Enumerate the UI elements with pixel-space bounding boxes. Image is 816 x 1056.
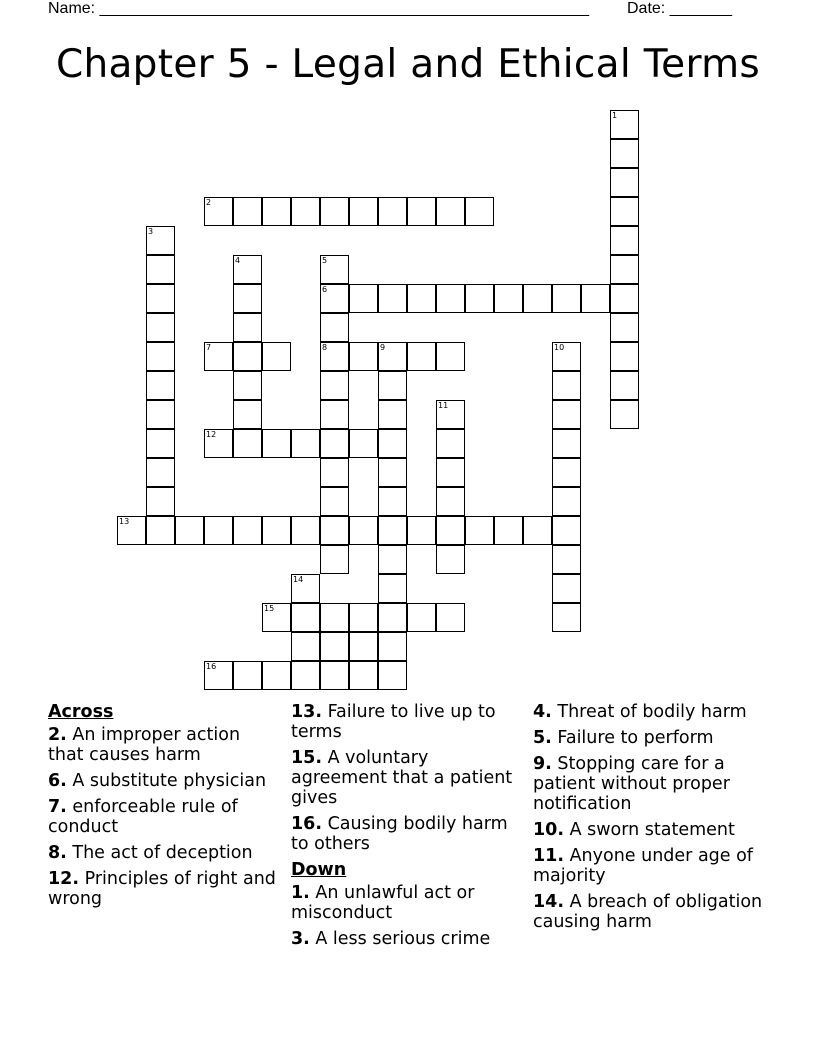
- grid-cell[interactable]: [552, 371, 581, 400]
- across-clue-8: [48, 843, 280, 863]
- grid-cell[interactable]: [320, 197, 349, 226]
- grid-cell[interactable]: [349, 632, 378, 661]
- across-clue-7: [48, 797, 280, 837]
- clue-text: The act of deception: [66, 843, 253, 863]
- grid-cell[interactable]: [320, 371, 349, 400]
- clue-text: Stopping care for a patient without proper notification: [533, 754, 730, 814]
- grid-cell[interactable]: [349, 603, 378, 632]
- grid-cell[interactable]: [146, 226, 175, 255]
- grid-cell[interactable]: [320, 400, 349, 429]
- clue-text: An unlawful act or misconduct: [291, 883, 475, 923]
- grid-cell[interactable]: [320, 342, 349, 371]
- across-clue-12: [48, 869, 280, 909]
- grid-cell[interactable]: [349, 342, 378, 371]
- clue-number: 3.: [291, 929, 310, 949]
- grid-cell[interactable]: [233, 313, 262, 342]
- clue-text: Failure to live up to terms: [291, 702, 496, 742]
- grid-cell[interactable]: [349, 284, 378, 313]
- grid-cell[interactable]: [320, 545, 349, 574]
- grid-cell[interactable]: [610, 110, 639, 139]
- grid-cell[interactable]: [523, 284, 552, 313]
- grid-cell[interactable]: [465, 284, 494, 313]
- grid-cell[interactable]: [146, 313, 175, 342]
- grid-cell[interactable]: [552, 284, 581, 313]
- down-clue-10: [533, 820, 773, 840]
- grid-cell[interactable]: [436, 400, 465, 429]
- clues-column-1: [48, 702, 280, 915]
- cell-number: 11: [438, 401, 449, 410]
- grid-cell[interactable]: [233, 255, 262, 284]
- grid-cell[interactable]: [378, 545, 407, 574]
- grid-cell[interactable]: [407, 603, 436, 632]
- down-clue-1: [291, 883, 523, 923]
- grid-cell[interactable]: [233, 661, 262, 690]
- grid-cell[interactable]: [117, 516, 146, 545]
- grid-cell[interactable]: [552, 342, 581, 371]
- page-title: Chapter 5 - Legal and Ethical Terms: [55, 42, 761, 87]
- clue-number: 9.: [533, 754, 552, 774]
- clue-text: An improper action that causes harm: [48, 725, 241, 765]
- grid-cell[interactable]: [349, 197, 378, 226]
- grid-cell[interactable]: [610, 139, 639, 168]
- grid-cell[interactable]: [407, 284, 436, 313]
- clue-number: 14.: [533, 892, 565, 912]
- grid-cell[interactable]: [146, 284, 175, 313]
- down-clue-4: [533, 702, 773, 722]
- grid-cell[interactable]: [349, 661, 378, 690]
- grid-cell[interactable]: [320, 284, 349, 313]
- grid-cell[interactable]: [204, 429, 233, 458]
- grid-cell[interactable]: [291, 197, 320, 226]
- clue-number: 8.: [48, 843, 67, 863]
- cell-number: 7: [206, 343, 212, 352]
- clue-number: 6.: [48, 771, 67, 791]
- clue-number: 1.: [291, 883, 310, 903]
- date-field[interactable]: Date: _______: [627, 0, 732, 17]
- grid-cell[interactable]: [378, 342, 407, 371]
- cell-number: 12: [206, 430, 217, 439]
- grid-cell[interactable]: [291, 429, 320, 458]
- grid-cell[interactable]: [146, 429, 175, 458]
- grid-cell[interactable]: [233, 429, 262, 458]
- grid-cell[interactable]: [233, 197, 262, 226]
- cell-number: 10: [554, 343, 565, 352]
- grid-cell[interactable]: [494, 516, 523, 545]
- grid-cell[interactable]: [465, 197, 494, 226]
- clue-text: A voluntary agreement that a patient gives: [291, 748, 513, 808]
- grid-cell[interactable]: [610, 284, 639, 313]
- grid-cell[interactable]: [407, 342, 436, 371]
- grid-cell[interactable]: [233, 342, 262, 371]
- clue-text: Failure to perform: [551, 728, 714, 748]
- grid-cell[interactable]: [494, 284, 523, 313]
- cell-number: 13: [119, 517, 130, 526]
- grid-cell[interactable]: [320, 603, 349, 632]
- grid-cell[interactable]: [204, 661, 233, 690]
- grid-cell[interactable]: [233, 284, 262, 313]
- grid-cell[interactable]: [320, 255, 349, 284]
- grid-cell[interactable]: [146, 516, 175, 545]
- grid-cell[interactable]: [233, 400, 262, 429]
- grid-cell[interactable]: [146, 342, 175, 371]
- cell-number: 14: [293, 575, 304, 584]
- down-clue-11: [533, 846, 773, 886]
- cell-number: 9: [380, 343, 386, 352]
- grid-cell[interactable]: [291, 516, 320, 545]
- grid-cell[interactable]: [552, 458, 581, 487]
- grid-cell[interactable]: [204, 516, 233, 545]
- clue-number: 15.: [291, 748, 323, 768]
- grid-cell[interactable]: [262, 342, 291, 371]
- grid-cell[interactable]: [291, 574, 320, 603]
- grid-cell[interactable]: [204, 342, 233, 371]
- clue-number: 11.: [533, 846, 565, 866]
- clue-number: 10.: [533, 820, 565, 840]
- cell-number: 6: [322, 285, 328, 294]
- cell-number: 8: [322, 343, 328, 352]
- grid-cell[interactable]: [233, 516, 262, 545]
- grid-cell[interactable]: [262, 429, 291, 458]
- clue-number: 16.: [291, 814, 323, 834]
- grid-cell[interactable]: [581, 284, 610, 313]
- grid-cell[interactable]: [378, 516, 407, 545]
- grid-cell[interactable]: [610, 197, 639, 226]
- grid-cell[interactable]: [320, 458, 349, 487]
- grid-cell[interactable]: [320, 516, 349, 545]
- grid-cell[interactable]: [146, 458, 175, 487]
- clue-text: A sworn statement: [564, 820, 735, 840]
- grid-cell[interactable]: [610, 255, 639, 284]
- grid-cell[interactable]: [610, 400, 639, 429]
- cell-number: 1: [612, 111, 618, 120]
- grid-cell[interactable]: [610, 371, 639, 400]
- grid-cell[interactable]: [378, 632, 407, 661]
- clue-number: 4.: [533, 702, 552, 722]
- cell-number: 4: [235, 256, 241, 265]
- grid-cell[interactable]: [552, 429, 581, 458]
- grid-cell[interactable]: [552, 516, 581, 545]
- clue-number: 7.: [48, 797, 67, 817]
- grid-cell[interactable]: [378, 429, 407, 458]
- grid-cell[interactable]: [320, 429, 349, 458]
- grid-cell[interactable]: [552, 487, 581, 516]
- grid-cell[interactable]: [436, 516, 465, 545]
- grid-cell[interactable]: [436, 197, 465, 226]
- grid-cell[interactable]: [523, 516, 552, 545]
- cell-number: 5: [322, 256, 328, 265]
- grid-cell[interactable]: [407, 516, 436, 545]
- grid-cell[interactable]: [378, 661, 407, 690]
- grid-cell[interactable]: [146, 487, 175, 516]
- grid-cell[interactable]: [378, 574, 407, 603]
- grid-cell[interactable]: [262, 516, 291, 545]
- clue-number: 12.: [48, 869, 80, 889]
- across-clue-13: [291, 702, 523, 742]
- grid-cell[interactable]: [146, 255, 175, 284]
- down-clue-3: [291, 929, 523, 949]
- grid-cell[interactable]: [436, 284, 465, 313]
- grid-cell[interactable]: [291, 603, 320, 632]
- grid-cell[interactable]: [204, 197, 233, 226]
- clue-text: Threat of bodily harm: [551, 702, 747, 722]
- grid-cell[interactable]: [407, 197, 436, 226]
- grid-cell[interactable]: [465, 516, 494, 545]
- down-clue-14: [533, 892, 773, 932]
- grid-cell[interactable]: [378, 603, 407, 632]
- across-clue-15: [291, 748, 523, 808]
- down-heading: Down: [291, 860, 347, 880]
- clue-text: enforceable rule of conduct: [48, 797, 238, 837]
- grid-cell[interactable]: [262, 603, 291, 632]
- cell-number: 16: [206, 662, 217, 671]
- grid-cell[interactable]: [378, 487, 407, 516]
- grid-cell[interactable]: [378, 371, 407, 400]
- grid-cell[interactable]: [291, 632, 320, 661]
- down-clue-5: [533, 728, 773, 748]
- clue-text: Principles of right and wrong: [48, 869, 276, 909]
- cell-number: 3: [148, 227, 154, 236]
- grid-cell[interactable]: [378, 458, 407, 487]
- clues-column-3: [533, 702, 773, 938]
- grid-cell[interactable]: [552, 545, 581, 574]
- grid-cell[interactable]: [320, 313, 349, 342]
- across-clue-16: [291, 814, 523, 854]
- grid-cell[interactable]: [552, 574, 581, 603]
- grid-cell[interactable]: [610, 226, 639, 255]
- clue-text: A breach of obligation causing harm: [533, 892, 763, 932]
- grid-cell[interactable]: [552, 603, 581, 632]
- cell-number: 2: [206, 198, 212, 207]
- grid-cell[interactable]: [320, 661, 349, 690]
- grid-cell[interactable]: [610, 342, 639, 371]
- grid-cell[interactable]: [349, 429, 378, 458]
- clue-number: 5.: [533, 728, 552, 748]
- across-heading: Across: [48, 702, 114, 722]
- grid-cell[interactable]: [320, 632, 349, 661]
- grid-cell[interactable]: [436, 458, 465, 487]
- grid-cell[interactable]: [436, 603, 465, 632]
- clue-number: 2.: [48, 725, 67, 745]
- grid-cell[interactable]: [262, 197, 291, 226]
- grid-cell[interactable]: [436, 429, 465, 458]
- grid-cell[interactable]: [436, 545, 465, 574]
- name-field[interactable]: Name: _______________________________________________________: [48, 0, 589, 17]
- across-clue-2: [48, 725, 280, 765]
- grid-cell[interactable]: [378, 400, 407, 429]
- grid-cell[interactable]: [378, 284, 407, 313]
- grid-cell[interactable]: [146, 400, 175, 429]
- clue-text: Anyone under age of majority: [533, 846, 753, 886]
- clues-column-2: [291, 702, 523, 955]
- grid-cell[interactable]: [378, 197, 407, 226]
- grid-cell[interactable]: [320, 487, 349, 516]
- grid-cell[interactable]: [610, 313, 639, 342]
- grid-cell[interactable]: [552, 400, 581, 429]
- grid-cell[interactable]: [146, 371, 175, 400]
- grid-cell[interactable]: [436, 342, 465, 371]
- grid-cell[interactable]: [233, 371, 262, 400]
- grid-cell[interactable]: [262, 661, 291, 690]
- down-clue-9: [533, 754, 773, 814]
- cell-number: 15: [264, 604, 275, 613]
- clue-text: A substitute physician: [66, 771, 267, 791]
- grid-cell[interactable]: [175, 516, 204, 545]
- clue-text: Causing bodily harm to others: [291, 814, 508, 854]
- across-clue-6: [48, 771, 280, 791]
- grid-cell[interactable]: [436, 487, 465, 516]
- grid-cell[interactable]: [610, 168, 639, 197]
- clue-text: A less serious crime: [309, 929, 491, 949]
- grid-cell[interactable]: [349, 516, 378, 545]
- clue-number: 13.: [291, 702, 323, 722]
- grid-cell[interactable]: [291, 661, 320, 690]
